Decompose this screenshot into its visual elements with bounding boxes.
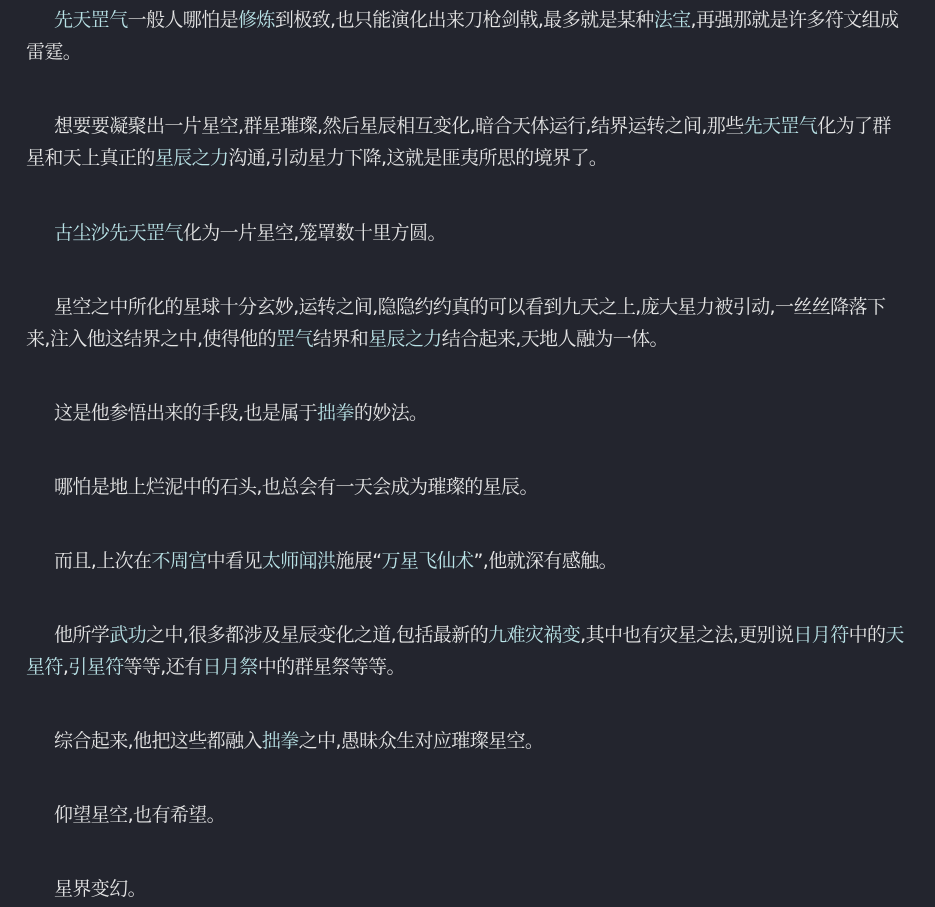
text-run: 想要要凝聚出一片星空,群星璀璨,然后星辰相互变化,暗合天体运行,结界运转之间,那些	[54, 115, 744, 137]
text-run: ,其中也有灾星之法,更别说	[580, 624, 794, 646]
text-run: 施展“	[335, 550, 382, 572]
paragraph-5	[26, 397, 909, 429]
text-run: ,再强那就是许多符文组成雷霆。	[26, 9, 899, 63]
paragraph-1	[26, 4, 909, 68]
keyword-link[interactable]: 古尘沙	[54, 222, 110, 244]
keyword-link[interactable]: 先天罡气	[109, 222, 183, 244]
keyword-link[interactable]: 先天罡气	[54, 9, 128, 31]
paragraph-3	[26, 217, 909, 249]
text-run: 一般人哪怕是	[127, 9, 239, 31]
keyword-link[interactable]: 拙拳	[317, 402, 354, 424]
text-run: 化为了群星和天上真正的	[26, 115, 891, 169]
keyword-link[interactable]: 引星符	[68, 656, 124, 678]
text-run: 他所学	[54, 624, 110, 646]
text-run: 结界和	[312, 328, 369, 350]
paragraph-10	[26, 799, 909, 831]
keyword-link[interactable]: 天星符	[26, 624, 904, 678]
paragraph-2	[26, 110, 909, 174]
text-run: 化为一片星空,笼罩数十里方圆。	[182, 222, 446, 244]
keyword-link[interactable]: 太师闻洪	[261, 550, 336, 572]
keyword-link[interactable]: 万星飞仙术	[381, 550, 474, 572]
keyword-link[interactable]: 罡气	[276, 328, 313, 350]
text-run: 综合起来,他把这些都融入	[54, 730, 262, 752]
text-run: 到极致,也只能演化出来刀枪剑戟,最多就是某种	[274, 9, 654, 31]
keyword-link[interactable]: 日月符	[793, 624, 849, 646]
paragraph-11	[26, 873, 909, 905]
keyword-link[interactable]: 武功	[109, 624, 147, 646]
paragraph-4	[26, 291, 909, 355]
keyword-link[interactable]: 法宝	[653, 9, 691, 31]
keyword-link[interactable]: 星辰之力	[368, 328, 442, 350]
keyword-link[interactable]: 拙拳	[261, 730, 299, 752]
text-run: 结合起来,天地人融为一体。	[441, 328, 668, 350]
keyword-link[interactable]: 先天罡气	[743, 115, 818, 137]
text-run: ,	[62, 656, 69, 678]
keyword-link[interactable]: 九难灾祸变	[488, 624, 581, 646]
text-run: 哪怕是地上烂泥中的石头,也总会有一天会成为璀璨的星辰。	[54, 476, 538, 498]
keyword-link[interactable]: 星辰之力	[154, 147, 229, 169]
text-run: 之中,很多都涉及星辰变化之道,包括最新的	[146, 624, 489, 646]
text-run: 中的群星祭等等。	[257, 656, 405, 678]
text-run: 星界变幻。	[54, 878, 147, 900]
paragraph-6	[26, 471, 909, 503]
text-run: 仰望星空,也有希望。	[54, 804, 226, 826]
text-run: 星空之中所化的星球十分玄妙,运转之间,隐隐约约真的可以看到九天之上,庞大星力被引动,一丝丝降落下来,注入他这结界之中,使得他的	[26, 296, 886, 350]
text-run: ”,他就深有感触。	[473, 550, 618, 572]
paragraph-8	[26, 619, 909, 683]
text-run: 沟通,引动星力下降,这就是匪夷所思的境界了。	[228, 147, 608, 169]
text-run: 的妙法。	[353, 402, 428, 424]
text-run: 中的	[848, 624, 886, 646]
text-run: 等等,还有	[123, 656, 203, 678]
paragraph-9	[26, 725, 909, 757]
text-run: 这是他参悟出来的手段,也是属于	[54, 402, 318, 424]
keyword-link[interactable]: 修炼	[238, 9, 275, 31]
text-run: 中看见	[206, 550, 262, 572]
keyword-link[interactable]: 不周宫	[151, 550, 207, 572]
text-run: 之中,愚昧众生对应璀璨星空。	[298, 730, 544, 752]
paragraph-7	[26, 545, 909, 577]
keyword-link[interactable]: 日月祭	[202, 656, 258, 678]
text-run: 而且,上次在	[54, 550, 152, 572]
